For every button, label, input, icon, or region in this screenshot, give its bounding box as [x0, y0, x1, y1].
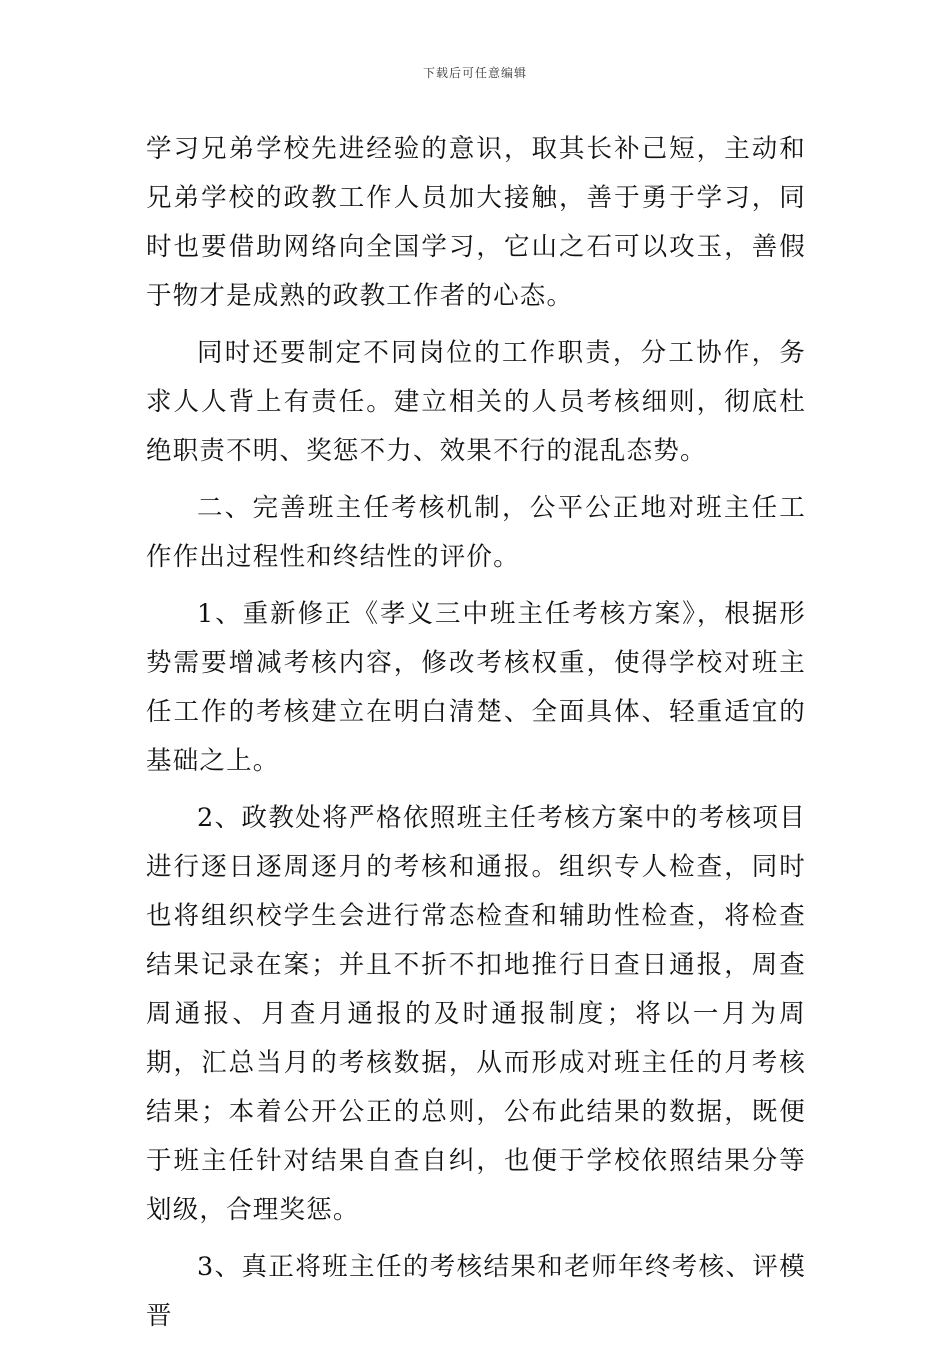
paragraph-job-duties: 同时还要制定不同岗位的工作职责，分工协作，务求人人背上有责任。建立相关的人员考核细则，彻底杜绝职责不明、奖惩不力、效果不行的混乱态势。	[146, 338, 806, 466]
paragraph-section-two-heading: 二、完善班主任考核机制，公平公正地对班主任工作作出过程性和终结性的评价。	[146, 493, 806, 572]
header-note: 下载后可任意编辑	[422, 66, 527, 80]
paragraph-item-2: 2、政教处将严格依照班主任考核方案中的考核项目进行逐日逐周逐月的考核和通报。组织专人检查，同时也将组织校学生会进行常态检查和辅助性检查，将检查结果记录在案；并且不折不扣地推行日查日通报，周查周通报、月查月通报的及时通报制度；将以一月为周期，汇总当月的考核数据，从而形成对班主任的月考核结果；本着公开公正的总则，公布此结果的数据，既便于班主任针对结果自查自纠，也便于学校依照结果分等划级，合理奖惩。	[146, 803, 806, 1225]
paragraph-item-3: 3、真正将班主任的考核结果和老师年终考核、评模晋	[146, 1252, 806, 1331]
paragraph-continuation: 学习兄弟学校先进经验的意识，取其长补己短，主动和兄弟学校的政教工作人员加大接触，善于勇于学习，同时也要借助网络向全国学习，它山之石可以攻玉，善假于物才是成熟的政教工作者的心态。	[146, 134, 806, 311]
paragraph-item-1: 1、重新修正《孝义三中班主任考核方案》，根据形势需要增减考核内容，修改考核权重，使得学校对班主任工作的考核建立在明白清楚、全面具体、轻重适宜的基础之上。	[146, 599, 806, 776]
document-body	[146, 125, 806, 1349]
